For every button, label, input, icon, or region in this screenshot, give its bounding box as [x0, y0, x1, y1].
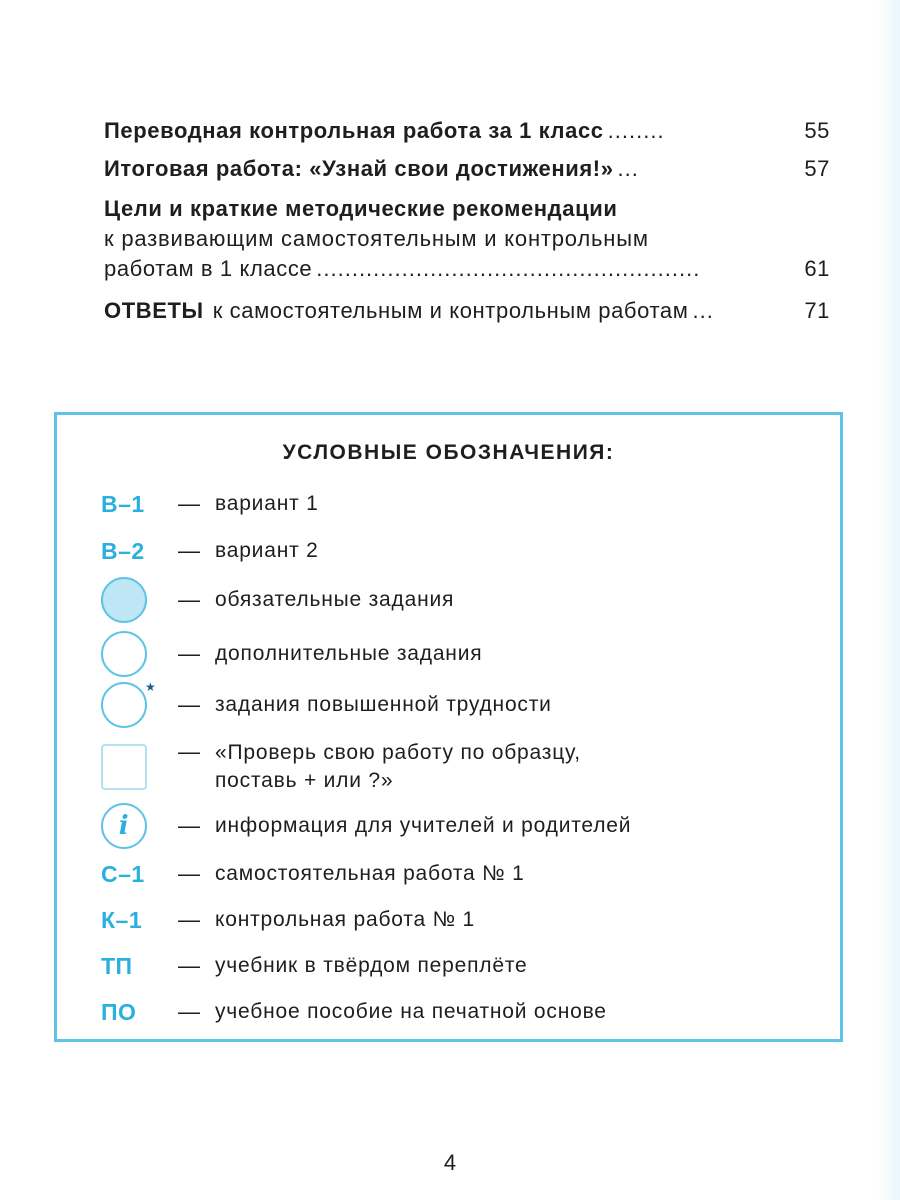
legend-item-required-tasks: [101, 575, 454, 625]
toc-leader-dots: ...: [692, 298, 714, 323]
legend-item-independent-work: [101, 849, 525, 899]
legend-description: учебник в твёрдом переплёте: [215, 954, 528, 977]
legend-item-extra-tasks: [101, 629, 482, 679]
legend-description: дополнительные задания: [215, 642, 483, 665]
page-edge: [878, 0, 900, 1200]
toc-entry-transfer-test: [104, 112, 830, 150]
legend-item-info: [101, 801, 631, 851]
empty-circle-icon: [101, 631, 147, 677]
info-icon: i: [101, 803, 147, 849]
toc-page-number: 71: [804, 298, 830, 323]
toc-entry-goals: [104, 254, 830, 284]
legend-symbol: В–1: [101, 490, 145, 517]
legend-dash: —: [178, 907, 200, 932]
toc-entry-final-work: [104, 150, 830, 188]
toc-leader-dots: ........: [607, 118, 665, 143]
legend-dash: —: [178, 813, 200, 838]
legend-description: задания повышенной трудности: [215, 693, 552, 716]
toc-entry-title: работам в 1 классе: [104, 256, 313, 281]
legend-item-hardcover: [101, 941, 527, 991]
legend-dash: —: [178, 491, 200, 516]
legend-dash: —: [178, 641, 200, 666]
legend-symbol: К–1: [101, 906, 143, 933]
legend-dash: —: [178, 692, 200, 717]
toc-page-number: 57: [804, 156, 830, 181]
legend-symbol: ТП: [101, 952, 133, 979]
check-square-icon: [101, 744, 147, 790]
legend-description: [215, 739, 581, 795]
legend-title: УСЛОВНЫЕ ОБОЗНАЧЕНИЯ:: [282, 441, 615, 464]
legend-description: самостоятельная работа № 1: [215, 862, 525, 885]
legend-symbol: В–2: [101, 537, 145, 564]
table-of-contents: [104, 112, 830, 330]
toc-entry-title: ОТВЕТЫ: [104, 298, 204, 323]
legend-item-workbook: [101, 987, 607, 1037]
legend-item-variant-2: [101, 526, 319, 576]
legend-dash: —: [178, 587, 200, 612]
legend-symbol: ПО: [101, 998, 137, 1025]
legend-box: [54, 412, 843, 1042]
legend-symbol: С–1: [101, 860, 145, 887]
filled-circle-icon: [101, 577, 147, 623]
legend-description: информация для учителей и родителей: [215, 814, 632, 837]
legend-dash: —: [178, 953, 200, 978]
legend-item-variant-1: [101, 479, 319, 529]
toc-entry-title: Итоговая работа: «Узнай свои достижения!»: [104, 156, 614, 181]
legend-dash: —: [178, 538, 200, 563]
legend-description-line-1: «Проверь свою работу по образцу,: [215, 741, 581, 764]
legend-description: вариант 2: [215, 539, 319, 562]
toc-page-number: 61: [804, 256, 830, 281]
legend-description: учебное пособие на печатной основе: [215, 1000, 607, 1023]
starred-circle-icon: [101, 682, 147, 728]
legend-dash: —: [178, 999, 200, 1024]
legend-description: вариант 1: [215, 492, 319, 515]
legend-item-self-check: [101, 735, 581, 799]
legend-description: обязательные задания: [215, 588, 455, 611]
toc-leader-dots: ......................................................: [316, 256, 701, 281]
legend-item-control-work: [101, 895, 475, 945]
toc-page-number: 55: [804, 118, 830, 143]
toc-entry-goals-subtitle: к развивающим самостоятельным и контрольным: [104, 226, 649, 251]
legend-dash: —: [178, 739, 200, 764]
legend-item-hard-tasks: [101, 680, 552, 730]
toc-entry-answers: [104, 292, 830, 330]
legend-description: контрольная работа № 1: [215, 908, 476, 931]
toc-leader-dots: ...: [617, 156, 639, 181]
toc-entry-title: Переводная контрольная работа за 1 класс: [104, 118, 604, 143]
legend-dash: —: [178, 861, 200, 886]
toc-entry-subtitle: к самостоятельным и контрольным работам: [212, 298, 689, 323]
page-number: 4: [443, 1150, 457, 1175]
toc-entry-goals-title: Цели и краткие методические рекомендации: [104, 196, 618, 221]
star-icon: ★: [145, 680, 157, 694]
legend-description-line-2: поставь + или ?»: [215, 769, 394, 792]
